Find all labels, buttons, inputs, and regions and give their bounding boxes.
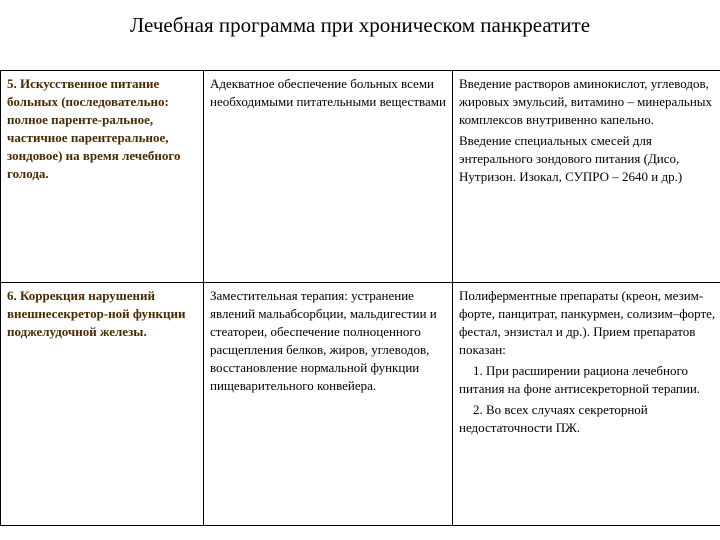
- table-row: [1, 283, 720, 526]
- goal-cell: Заместительная терапия: устранение явлений мальабсорбции, мальдигестии и стеатореи, обеспечение полноценного расщепления белков, жиров, углеводов, восстановление нормальной функции пищеварительного конвейера.: [204, 283, 453, 526]
- stage-cell: 6. Коррекция нарушений внешнесекретор-ной функции поджелудочной железы.: [1, 283, 204, 526]
- methods-paragraph: 2. Во всех случаях секреторной недостаточности ПЖ.: [459, 402, 648, 435]
- goal-cell: Адекватное обеспечение больных всеми необходимыми питательными веществами: [204, 71, 453, 283]
- methods-paragraph: Полиферментные препараты (креон, мезим-форте, панцитрат, панкурмен, солизим–форте, фестал, энзистал и др.). Прием препаратов показан:: [459, 288, 716, 357]
- treatment-table: [0, 70, 720, 526]
- methods-cell: [453, 283, 720, 526]
- table-row: [1, 71, 720, 283]
- methods-paragraph: Введение специальных смесей для энтерального зондового питания (Дисо, Нутризон. Изокал, СУПРО – 2640 и др.): [459, 133, 683, 184]
- page-title: Лечебная программа при хроническом панкреатите: [129, 13, 591, 37]
- methods-paragraph: 1. При расширении рациона лечебного питания на фоне антисекреторной терапии.: [459, 363, 701, 396]
- methods-cell: [453, 71, 720, 283]
- stage-cell: 5. Искусственное питание больных (последовательно: полное паренте-ральное, частичное парентеральное, зондовое) на время лечебного голода.: [1, 71, 204, 283]
- methods-paragraph: Введение растворов аминокислот, углеводов, жировых эмульсий, витамино – минеральных комплексов внутривенно капельно.: [459, 76, 713, 127]
